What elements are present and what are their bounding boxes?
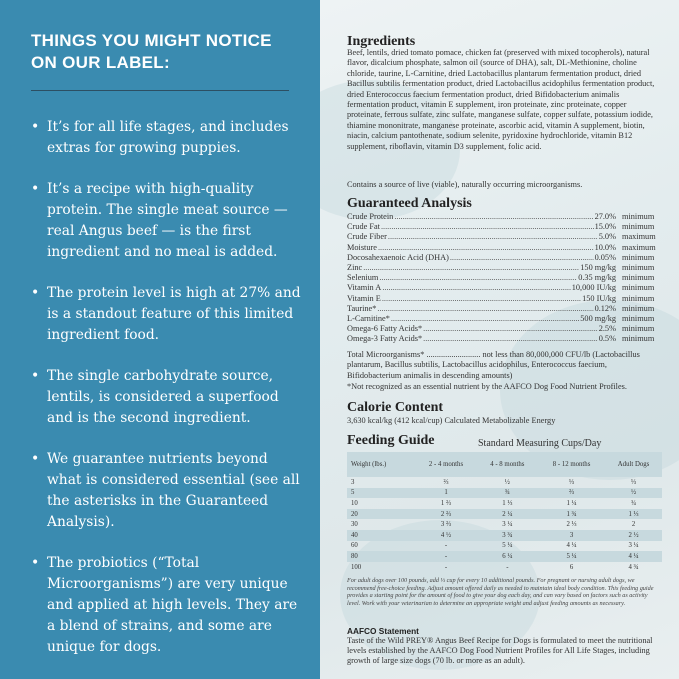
nutrient-name: Taurine* [347,303,377,313]
table-row [347,498,662,509]
dot-leader [388,232,598,241]
bullet-icon: • [31,181,40,197]
nutrient-qualifier: minimum [622,222,655,232]
analysis-footnote: *Not recognized as an essential nutrient by the AAFCO Dog Food Nutrient Profiles. [347,382,627,391]
table-cell: - [506,563,509,571]
analysis-row [347,324,662,334]
table-cell: 4 ½ [415,530,476,541]
table-cell: ⅓ [630,478,637,486]
nutrient-qualifier: minimum [622,262,655,272]
dot-leader [391,314,579,323]
table-cell: 1 ¾ [538,509,605,520]
nutrient-value: 5.0% [598,232,616,242]
table-cell: 2 ⅔ [415,509,476,520]
table-cell: 3 ⅔ [440,521,452,529]
nutrient-qualifier: minimum [622,303,655,313]
dot-leader [379,273,577,282]
nutrient-qualifier: minimum [622,313,655,323]
microorganism-note: Contains a source of live (viable), naturally occurring microorganisms. [347,180,583,189]
table-cell: 5 ¼ [538,551,605,562]
panel-heading: THINGS YOU MIGHT NOTICE ON OUR LABEL: [31,31,272,72]
nutrient-name: Crude Fat [347,222,380,232]
nutrient-name: Vitamin A [347,283,382,293]
nutrient-qualifier: maximum [622,232,656,242]
table-cell: 1 ⅔ [440,499,452,507]
dot-leader [381,222,594,231]
nutrient-name: Moisture [347,242,377,252]
table-cell: 2 ⅓ [566,521,577,529]
feeding-table [347,452,662,572]
table-cell: 3 ¼ [628,542,639,550]
table-cell: ¾ [630,499,637,507]
table-cell: - [444,563,448,571]
analysis-row [347,304,662,314]
total-microorganisms: Total Microorganisms* .......................... not less than 80,000,000 CFU/lb (Lactobacillus plantarum, Bacillus subtilis, Lactobacillus acidophilus, Enterococcus faecium, Bifidobacterium animalis in descending amounts) [347,350,640,380]
nutrient-qualifier: minimum [622,212,655,221]
dot-leader [450,253,594,262]
feeding-column-header: 2 - 4 months [415,452,476,477]
analysis-row [347,273,662,283]
nutrient-value: 150 IU/kg [582,293,616,303]
table-cell: ⅔ [538,488,605,499]
feeding-column-header: Weight (lbs.) [347,452,415,477]
table-cell: 1 [415,488,476,499]
table-cell: 1 ⅓ [502,499,513,507]
analysis-row [347,334,662,344]
bullet-list [31,117,306,678]
dot-leader [382,294,581,303]
aafco-title: AAFCO Statement [347,626,419,636]
ingredients-title: Ingredients [347,34,416,49]
analysis-row [347,314,662,324]
bullet-icon: • [31,368,40,384]
nutrient-name: Omega-6 Fatty Acids* [347,324,423,334]
table-row [347,488,662,499]
table-cell: - [444,542,448,550]
left-info-panel [0,0,320,679]
table-cell: 3 ¾ [477,530,538,541]
nutrient-qualifier: minimum [622,334,655,344]
label-panel [320,0,679,679]
bullet-item: • The protein level is high at 27% and is a standout feature of this limited ingredient food. [31,285,301,343]
nutrient-qualifier: maximum [622,242,656,252]
bullet-item: • We guarantee nutrients beyond what is considered essential (see all the asterisks in the Guaranteed Analysis). [31,451,300,530]
nutrient-value: 27.0% [594,212,616,221]
dot-leader [378,243,594,252]
calorie-title: Calorie Content [347,400,444,415]
nutrient-value: 10,000 IU/kg [571,283,616,293]
table-cell: 4 ¼ [566,542,577,550]
table-cell: 40 [347,530,415,541]
table-row [347,477,662,488]
table-cell: 2 ½ [605,530,662,541]
analysis-title: Guaranteed Analysis [347,196,472,211]
feeding-column-header: Adult Dogs [605,452,662,477]
analysis-table [347,212,662,344]
analysis-row [347,212,662,222]
feeding-table-header [347,452,662,477]
nutrient-qualifier: minimum [622,324,655,334]
nutrient-name: Crude Fiber [347,232,387,242]
nutrient-value: 10.0% [594,242,616,252]
nutrient-value: 500 mg/kg [580,313,616,323]
table-cell: 5 ¼ [502,542,513,550]
table-cell: 5 [347,488,415,499]
table-cell: 100 [351,563,362,571]
nutrient-value: 15.0% [594,222,616,232]
table-cell: 6 [569,563,574,571]
nutrient-qualifier: minimum [622,252,655,262]
table-cell: 1 ⅓ [605,509,662,520]
nutrient-value: 0.35 mg/kg [578,273,616,283]
dot-leader [394,212,593,221]
bullet-icon: • [31,119,40,135]
nutrient-value: 0.05% [594,252,616,262]
feeding-column-header: 8 - 12 months [538,452,605,477]
nutrient-name: Selenium [347,273,379,283]
table-cell: ⅓ [569,478,575,486]
bullet-icon: • [31,555,40,571]
analysis-row [347,222,662,232]
dot-leader [423,334,598,343]
dot-leader [377,304,593,313]
table-cell: 10 [351,499,358,507]
table-cell: 80 [347,551,415,562]
nutrient-value: 150 mg/kg [580,262,616,272]
table-cell: 4 ¾ [628,563,639,571]
table-row [347,551,662,562]
table-row [347,541,662,552]
bullet-item: • The single carbohydrate source, lentils, is considered a superfood and is the second ingredient. [31,368,279,426]
nutrient-value: 0.5% [598,334,616,344]
analysis-row [347,294,662,304]
nutrient-qualifier: minimum [622,293,655,303]
nutrient-name: Docosahexaenoic Acid (DHA) [347,252,449,262]
table-cell: 4 ¼ [605,551,662,562]
table-cell: 2 ¼ [477,509,538,520]
table-cell: 2 [631,521,636,529]
nutrient-name: Zinc [347,262,363,272]
dot-leader [382,283,570,292]
dot-leader [423,324,598,333]
calorie-text: 3,630 kcal/kg (412 kcal/cup) Calculated Metabolizable Energy [347,416,556,425]
table-cell: - [415,551,476,562]
heading-divider [31,90,289,91]
nutrient-qualifier: minimum [622,283,655,293]
table-cell: 30 [351,521,358,529]
nutrient-qualifier: minimum [622,273,655,283]
analysis-row [347,263,662,273]
table-cell: 1 ¼ [566,499,577,507]
table-row [347,530,662,541]
table-cell: ½ [605,488,662,499]
bullet-icon: • [31,285,40,301]
table-cell: 3 ¼ [502,521,513,529]
analysis-row [347,243,662,253]
feeding-title: Feeding Guide [347,433,435,448]
bullet-icon: • [31,451,40,467]
table-cell: 3 [351,478,355,486]
table-cell: ½ [504,478,510,486]
table-row [347,562,662,573]
ingredients-text: Beef, lentils, dried tomato pomace, chicken fat (preserved with mixed tocopherols), natural flavor, dicalcium phosphate, salmon oil (source of DHA), salt, DL-Methionine, choline chloride, taurine, L-Carnitine, dried Lactobacillus plantarum fermentation product, dried Bacillus subtilis fermentation product, dried Lactobacillus acidophilus fermentation product, dried Enterococcus faecium fermentation product, dried Bifidobacterium animalis fermentation product, vitamin E supplement, iron proteinate, zinc proteinate, copper proteinate, ferrous sulfate, zinc sulfate, manganese sulfate, copper sulfate, potassium iodide, thiamine mononitrate, manganese proteinate, ascorbic acid, vitamin A supplement, biotin, niacin, calcium pantothenate, sodium selenite, pyridoxine hydrochloride, vitamin B12 supplement, riboflavin, vitamin D3 supplement, folic acid. [347,48,655,151]
table-cell: ¾ [477,488,538,499]
table-cell: 60 [351,542,358,550]
nutrient-name: Crude Protein [347,212,394,221]
table-cell: ⅔ [443,478,449,486]
analysis-row [347,232,662,242]
table-cell: 20 [347,509,415,520]
table-row [347,519,662,530]
table-cell: 6 ¼ [477,551,538,562]
nutrient-name: Vitamin E [347,293,381,303]
nutrient-value: 2.5% [598,324,616,334]
bullet-item: • The probiotics (“Total Microorganisms”) are very unique and applied at high levels. They are a blend of strains, and some are unique for dogs. [31,555,298,655]
feeding-subtitle: Standard Measuring Cups/Day [478,438,602,449]
nutrient-name: Omega-3 Fatty Acids* [347,334,423,344]
aafco-text: Taste of the Wild PREY® Angus Beef Recipe for Dogs is formulated to meet the nutritional levels established by the AAFCO Dog Food Nutrient Profiles for All Life Stages, including growth of large size dogs (70 lb. or more as an adult). [347,636,653,665]
analysis-row [347,283,662,293]
feeding-note: For adult dogs over 100 pounds, add ⅓ cup for every 10 additional pounds. For pregnant or nursing adult dogs, we recommend free-choice feeding. Adjust amount offered daily as needed to maintain ideal body condition. This feeding guide provides a starting point for the amount of food to give your dog each day, and can vary based on factors such as activity level. Work with your veterinarian to determine an appropriate weight and adjust feeding amounts as necessary. [347,577,654,607]
bullet-item: • It’s a recipe with high-quality protein. The single meat source — real Angus beef — is the first ingredient and no meal is added. [31,181,288,260]
analysis-row [347,253,662,263]
feeding-column-header: 4 - 8 months [477,452,538,477]
table-row [347,509,662,520]
nutrient-name: L-Carnitine* [347,313,390,323]
table-cell: 3 [538,530,605,541]
dot-leader [363,263,579,272]
nutrient-value: 0.12% [594,303,616,313]
bullet-item: • It’s for all life stages, and includes extras for growing puppies. [31,119,289,156]
